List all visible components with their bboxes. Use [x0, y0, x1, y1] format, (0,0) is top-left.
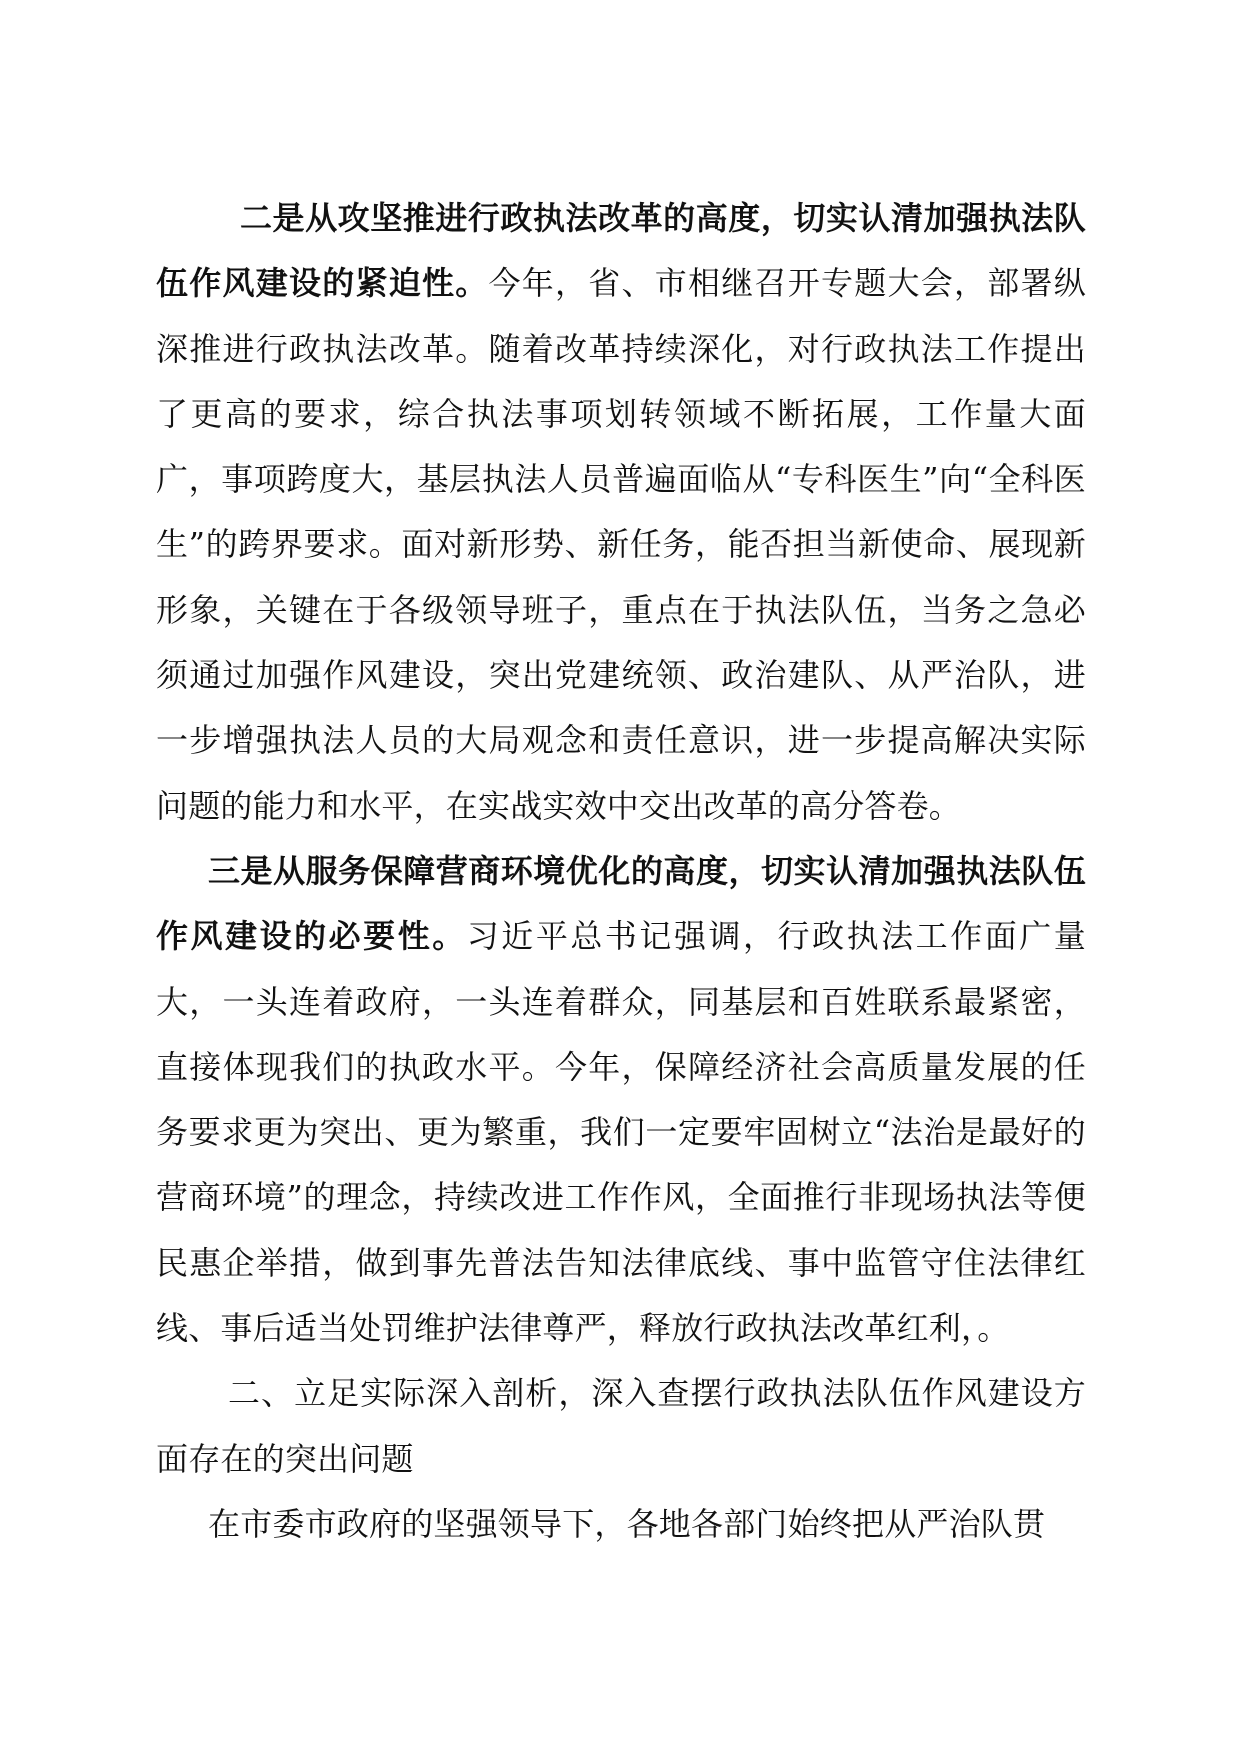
paragraph-necessity-body: 习近平总书记强调，行政执法工作面广量大，一头连着政府，一头连着群众，同基层和百姓联系最紧密，直接体现我们的执政水平。今年，保障经济社会高质量发展的任务要求更为突出、更为繁重，我们一定要牢固树立“法治是最好的营商环境”的理念，持续改进工作作风，全面推行非现场执法等便民惠企举措，做到事先普法告知法律底线、事中监管守住法律红线、事后适当处罚维护法律尊严，释放行政执法改革红利，。	[156, 917, 1086, 1348]
section-heading: 二、立足实际深入剖析，深入查摆行政执法队伍作风建设方面存在的突出问题	[156, 1374, 1086, 1478]
paragraph-urgency-body: 今年，省、市相继召开专题大会，部署纵深推进行政执法改革。随着改革持续深化，对行政执法工作提出了更高的要求，综合执法事项划转领域不断拓展，工作量大面广，事项跨度大，基层执法人员普遍面临从“专科医生”向“全科医生”的跨界要求。面对新形势、新任务，能否担当新使命、展现新形象，关键在于各级领导班子，重点在于执法队伍，当务之急必须通过加强作风建设，突出党建统领、政治建队、从严治队，进一步增强执法人员的大局观念和责任意识，进一步提高解决实际问题的能力和水平，在实战实效中交出改革的高分答卷。	[156, 264, 1086, 825]
paragraph-urgency-lead: 二是从攻坚推进行政执法改革的高度，切实认清加强执法队伍作风建设的紧迫性。	[156, 199, 1086, 303]
paragraph-necessity-lead: 三是从服务保障营商环境优化的高度，切实认清加强执法队伍作风建设的必要性。	[156, 851, 1086, 956]
document-body	[156, 186, 1086, 1557]
paragraph-necessity	[156, 839, 1086, 1361]
closing-paragraph: 在市委市政府的坚强领导下，各地各部门始终把从严治队贯	[208, 1504, 1046, 1543]
paragraph-urgency	[156, 186, 1086, 839]
